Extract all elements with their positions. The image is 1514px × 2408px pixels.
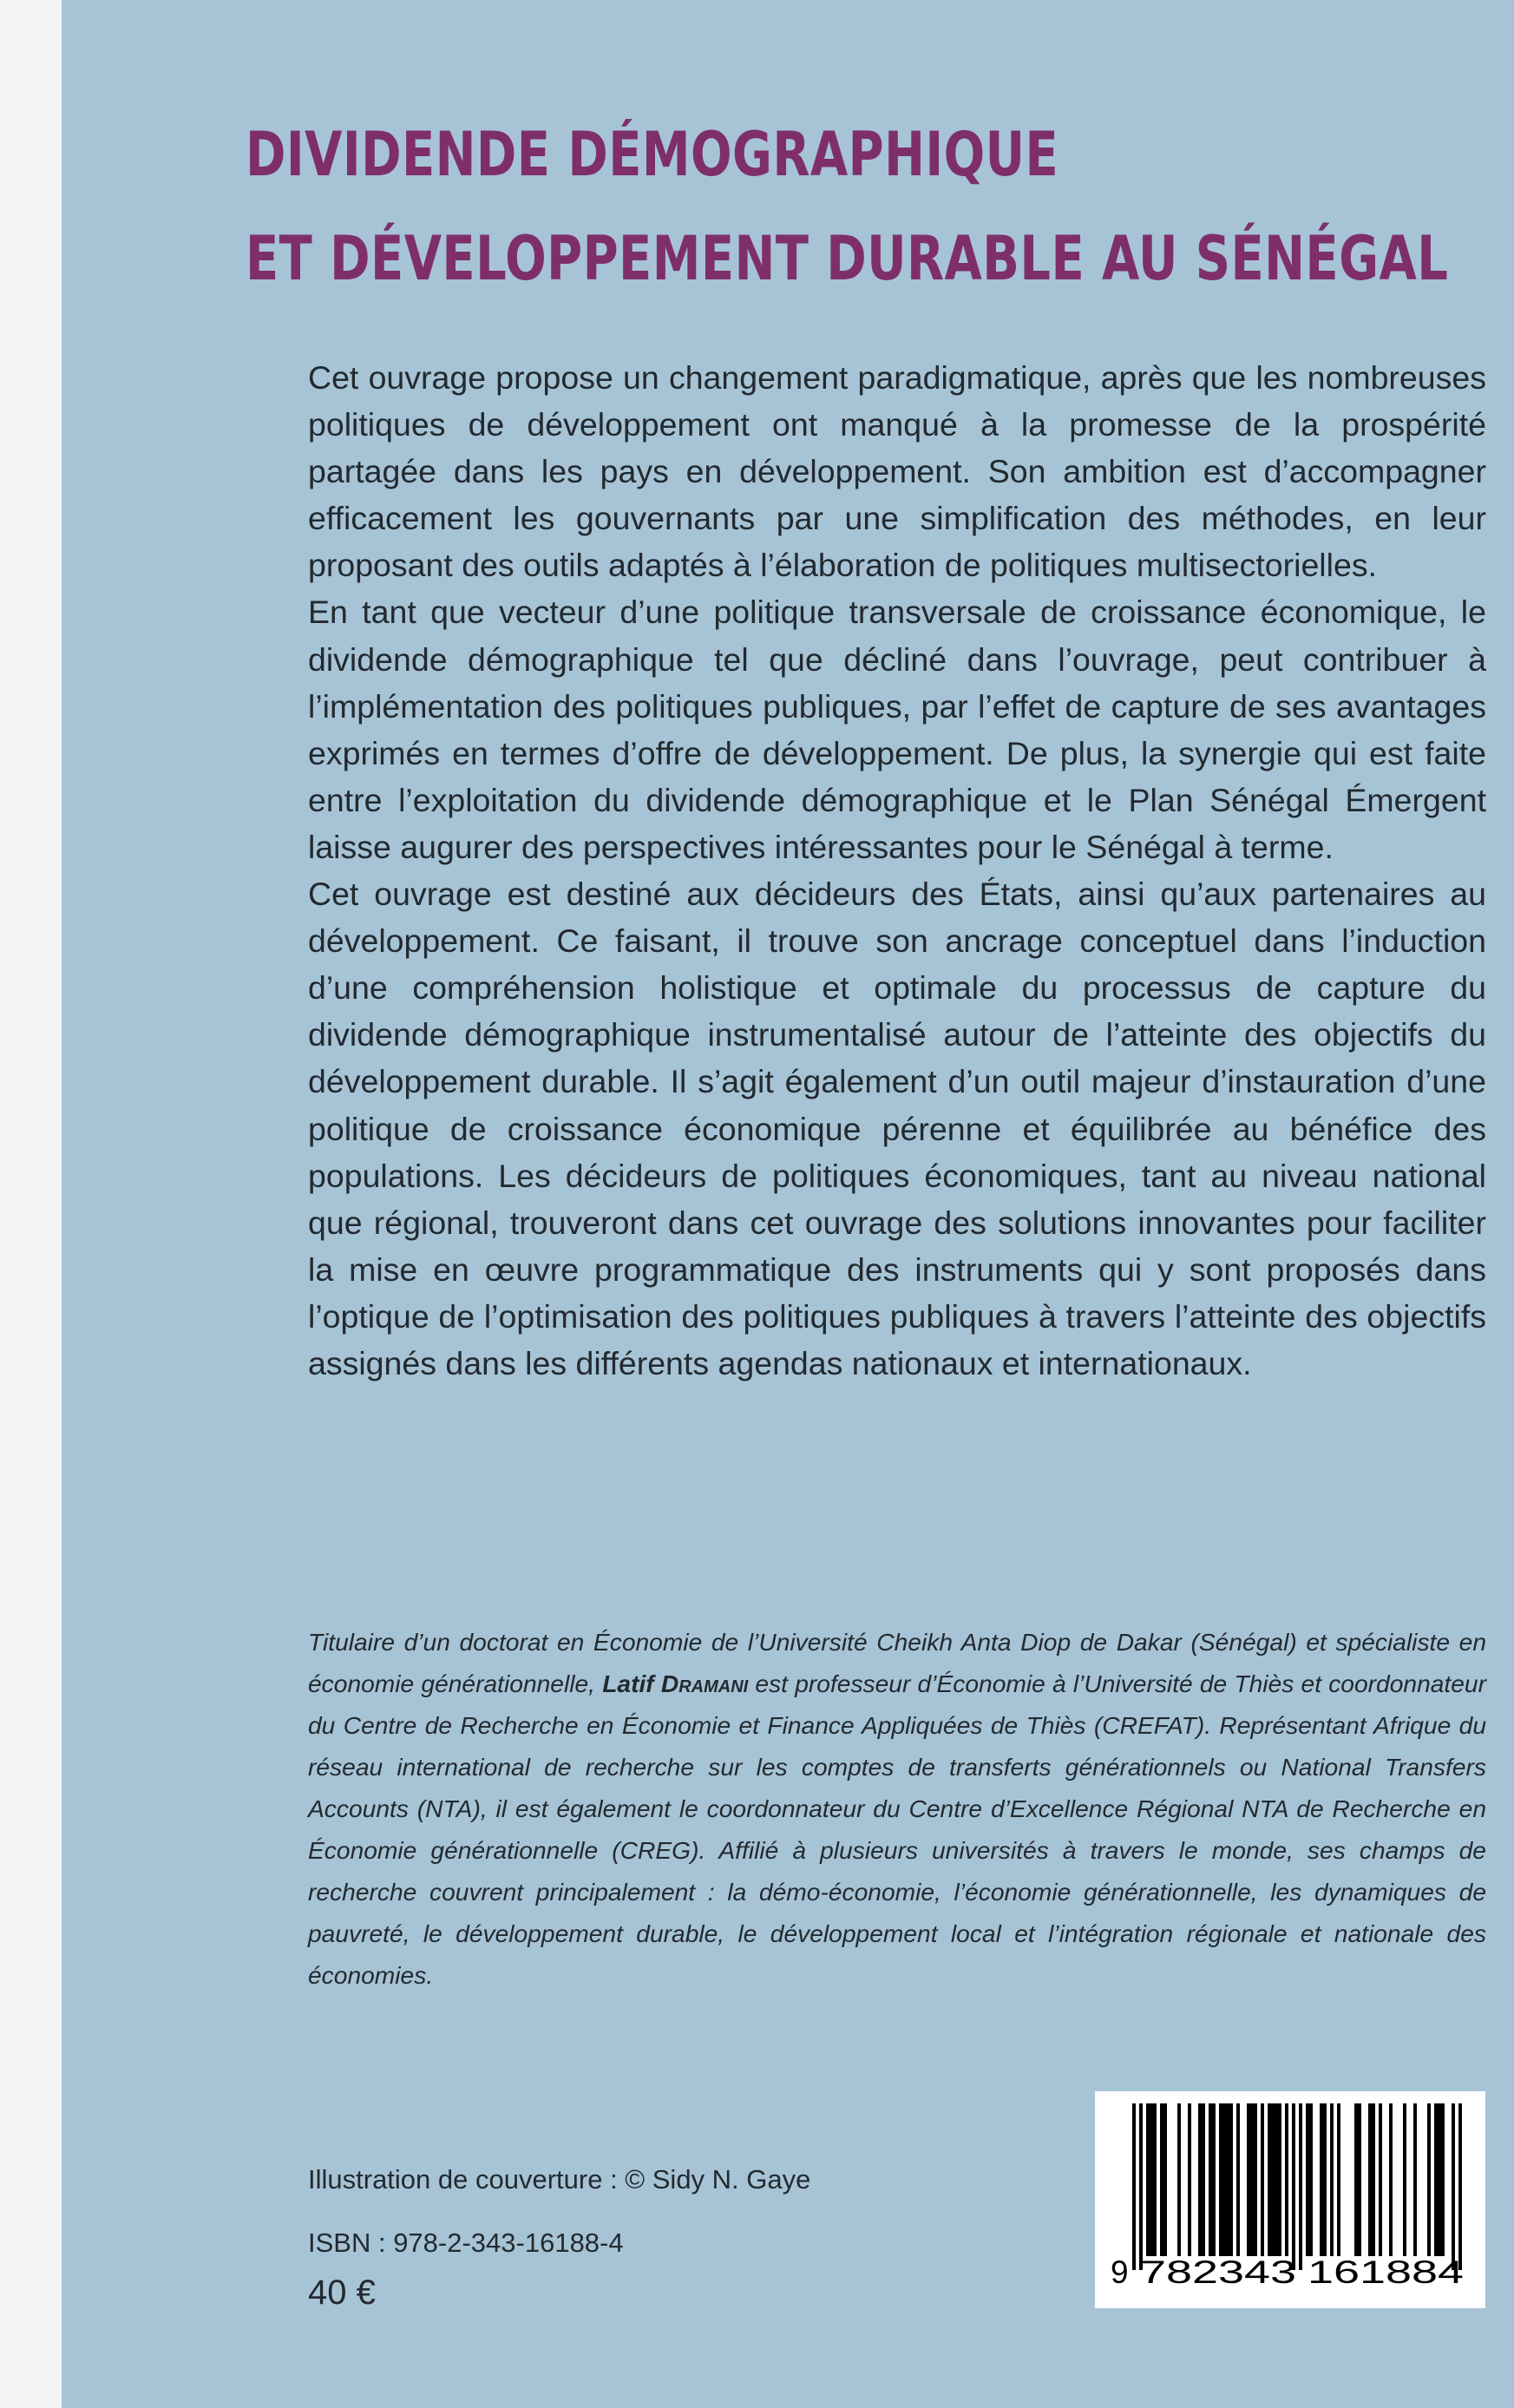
price-label: 40 € xyxy=(308,2273,376,2312)
barcode-digits-right: 161884 xyxy=(1308,2254,1464,2290)
barcode-digit-first: 9 xyxy=(1111,2254,1129,2290)
book-title xyxy=(246,102,1449,311)
illustration-credit: Illustration de couverture : © Sidy N. Gaye xyxy=(308,2164,811,2195)
book-title-line-1: DIVIDENDE DÉMOGRAPHIQUE xyxy=(246,119,1059,190)
author-first-name: Latif xyxy=(602,1670,654,1697)
synopsis-paragraph-1: Cet ouvrage propose un changement paradigmatique, après que les nombreuses politiques de développement ont manqué à la promesse de la prospérité partagée dans les pays en développement. Son ambition est d’accompagner efficacement les gouvernants par une simplification des méthodes, en leur proposant des outils adaptés à l’élaboration de politiques multisectorielles. xyxy=(308,359,1486,584)
author-surname: Dramani xyxy=(660,1670,749,1697)
spine-edge-strip xyxy=(0,0,62,2408)
barcode-digits-left: 782343 xyxy=(1140,2254,1296,2290)
author-bio-intro: Titulaire d’un doctorat en Économie de l’Université Cheikh Anta Diop de Dakar (Sénégal) et spécialiste en économie générationnelle, xyxy=(308,1628,1486,1697)
author-bio-details: est professeur d’Économie à l’Université de Thiès et coordonnateur du Centre de Recherche en Économie et Finance Appliquées de Thiès (CREFAT). Représentant Afrique du réseau international de recherche sur les comptes de transferts générationnels ou National Transfers Accounts (NTA), il est également le coordonnateur du Centre d’Excellence Régional NTA de Recherche en Économie générationnelle (CREG). Affilié à plusieurs universités à travers le monde, ses champs de recherche couvrent principalement : la démo-économie, l’économie générationnelle, les dynamiques de pauvreté, le développement durable, le développement local et l’intégration régionale et nationale des économies. xyxy=(308,1670,1486,1989)
book-title-line-2: ET DÉVELOPPEMENT DURABLE AU SÉNÉGAL xyxy=(246,223,1449,294)
isbn-number: ISBN : 978-2-343-16188-4 xyxy=(308,2228,624,2258)
barcode xyxy=(1095,2091,1485,2308)
synopsis-paragraph-2: En tant que vecteur d’une politique transversale de croissance économique, le dividende démographique tel que décliné dans l’ouvrage, peut contribuer à l’implémentation des politiques publiques, par l’effet de capture de ses avantages exprimés en termes d’offre de développement. De plus, la synergie qui est faite entre l’exploitation du dividende démographique et le Plan Sénégal Émergent laisse augurer des perspectives intéressantes pour le Sénégal à terme. xyxy=(308,594,1486,865)
author-bio xyxy=(308,1621,1486,1996)
synopsis-paragraph-3: Cet ouvrage est destiné aux décideurs des États, ainsi qu’aux partenaires au développement. Ce faisant, il trouve son ancrage conceptuel dans l’induction d’une compréhension holistique et optimale du processus de capture du dividende démographique instrumentalisé autour de l’atteinte des objectifs du développement durable. Il s’agit également d’un outil majeur d’instauration d’une politique de croissance économique pérenne et équilibrée au bénéfice des populations. Les décideurs de politiques économiques, tant au niveau national que régional, trouveront dans cet ouvrage des solutions innovantes pour faciliter la mise en œuvre programmatique des instruments qui y sont proposés dans l’optique de l’optimisation des politiques publiques à travers l’atteinte des objectifs assignés dans les différents agendas nationaux et internationaux. xyxy=(308,876,1486,1381)
synopsis xyxy=(308,354,1486,1387)
barcode-digits xyxy=(1095,2091,1485,2308)
author-name xyxy=(602,1670,748,1697)
